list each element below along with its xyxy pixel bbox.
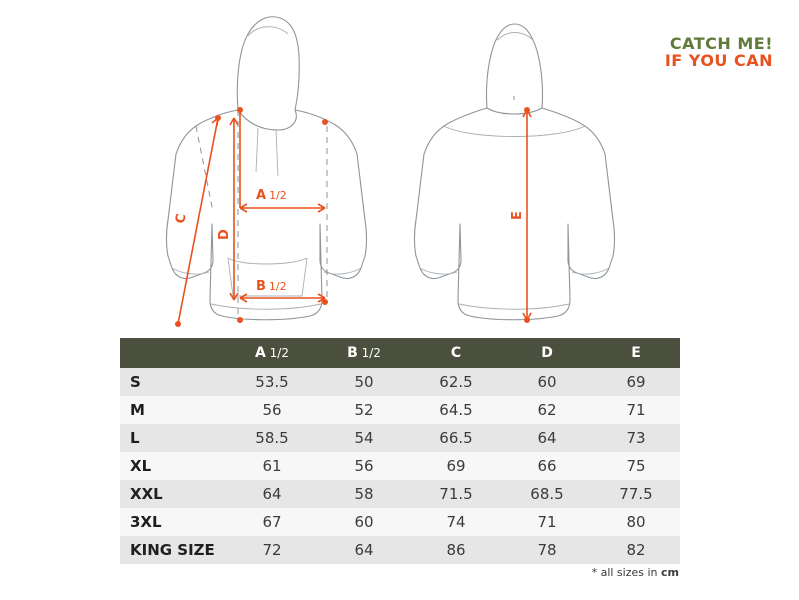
measure-b-label: B 1/2 bbox=[256, 279, 287, 294]
cell-a: 58.5 bbox=[226, 424, 318, 452]
footnote-unit: cm bbox=[661, 566, 679, 579]
table-row bbox=[120, 536, 680, 564]
measure-c bbox=[173, 115, 221, 327]
cell-d: 78 bbox=[502, 536, 592, 564]
table-row bbox=[120, 508, 680, 536]
cell-a: 64 bbox=[226, 480, 318, 508]
hoodie-front-illustration bbox=[167, 17, 367, 327]
size-chart-table bbox=[120, 338, 680, 564]
column-header-a: A 1/2 bbox=[226, 338, 318, 368]
measure-c-label: C bbox=[173, 212, 190, 225]
row-size-label: 3XL bbox=[120, 508, 226, 536]
cell-d: 62 bbox=[502, 396, 592, 424]
row-size-label: L bbox=[120, 424, 226, 452]
logo-line-2: IF YOU CAN bbox=[664, 50, 773, 70]
cell-d: 68.5 bbox=[502, 480, 592, 508]
column-header-size bbox=[120, 338, 226, 368]
cell-a: 67 bbox=[226, 508, 318, 536]
table-row bbox=[120, 452, 680, 480]
cell-b: 56 bbox=[318, 452, 410, 480]
cell-c: 64.5 bbox=[410, 396, 502, 424]
cell-c: 69 bbox=[410, 452, 502, 480]
cell-b: 54 bbox=[318, 424, 410, 452]
row-size-label: KING SIZE bbox=[120, 536, 226, 564]
row-size-label: M bbox=[120, 396, 226, 424]
cell-d: 64 bbox=[502, 424, 592, 452]
measure-a-label: A 1/2 bbox=[256, 188, 287, 203]
cell-b: 52 bbox=[318, 396, 410, 424]
table-row bbox=[120, 480, 680, 508]
cell-c: 66.5 bbox=[410, 424, 502, 452]
cell-c: 62.5 bbox=[410, 368, 502, 396]
cell-d: 71 bbox=[502, 508, 592, 536]
measure-e-label: E bbox=[510, 211, 525, 220]
cell-e: 82 bbox=[592, 536, 680, 564]
measure-d-label: D bbox=[217, 229, 232, 240]
column-header-d: D bbox=[502, 338, 592, 368]
cell-e: 73 bbox=[592, 424, 680, 452]
table-header-row bbox=[120, 338, 680, 368]
cell-a: 72 bbox=[226, 536, 318, 564]
cell-b: 64 bbox=[318, 536, 410, 564]
cell-c: 86 bbox=[410, 536, 502, 564]
cell-e: 80 bbox=[592, 508, 680, 536]
front-dashed-sleeve bbox=[196, 126, 213, 212]
cell-e: 77.5 bbox=[592, 480, 680, 508]
units-footnote bbox=[592, 566, 679, 579]
cell-e: 69 bbox=[592, 368, 680, 396]
table-row bbox=[120, 424, 680, 452]
table-row bbox=[120, 396, 680, 424]
hoodie-back-illustration bbox=[415, 24, 615, 323]
row-size-label: S bbox=[120, 368, 226, 396]
row-size-label: XXL bbox=[120, 480, 226, 508]
cell-b: 60 bbox=[318, 508, 410, 536]
row-size-label: XL bbox=[120, 452, 226, 480]
column-header-b: B 1/2 bbox=[318, 338, 410, 368]
cell-a: 61 bbox=[226, 452, 318, 480]
cell-d: 66 bbox=[502, 452, 592, 480]
cell-e: 71 bbox=[592, 396, 680, 424]
measure-b bbox=[237, 279, 328, 323]
cell-c: 71.5 bbox=[410, 480, 502, 508]
cell-e: 75 bbox=[592, 452, 680, 480]
cell-b: 50 bbox=[318, 368, 410, 396]
footnote-text: * all sizes in bbox=[591, 566, 662, 579]
cell-a: 53.5 bbox=[226, 368, 318, 396]
measure-e bbox=[510, 107, 531, 323]
measure-d bbox=[217, 118, 238, 300]
cell-d: 60 bbox=[502, 368, 592, 396]
cell-c: 74 bbox=[410, 508, 502, 536]
logo-line-1: CATCH ME! bbox=[669, 34, 773, 53]
column-header-e: E bbox=[592, 338, 680, 368]
cell-b: 58 bbox=[318, 480, 410, 508]
column-header-c: C bbox=[410, 338, 502, 368]
cell-a: 56 bbox=[226, 396, 318, 424]
table-row bbox=[120, 368, 680, 396]
